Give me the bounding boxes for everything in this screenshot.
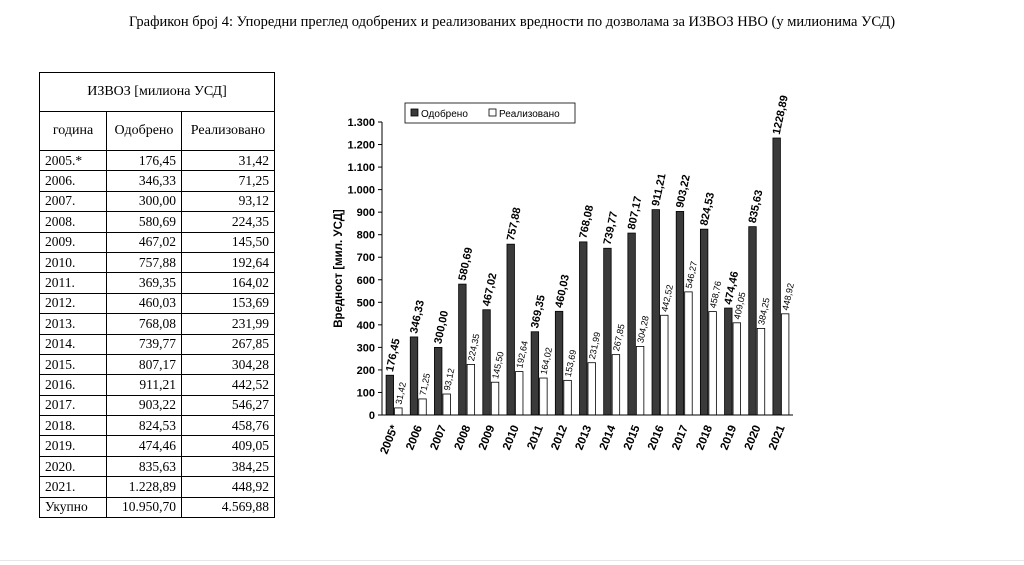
bar-realized bbox=[564, 380, 572, 415]
table-row bbox=[40, 334, 275, 354]
year-cell: 2011. bbox=[40, 273, 107, 293]
data-label-realized: 145,50 bbox=[490, 350, 506, 380]
header-realized: Реализовано bbox=[182, 112, 275, 151]
bar-approved bbox=[386, 375, 394, 415]
table-row bbox=[40, 171, 275, 191]
table-row bbox=[40, 293, 275, 313]
x-tick-label: 2018 bbox=[694, 423, 716, 452]
page-divider bbox=[0, 560, 1024, 561]
realized-cell: 231,99 bbox=[182, 314, 275, 334]
data-label-approved: 903,22 bbox=[674, 173, 693, 210]
table-row bbox=[40, 456, 275, 476]
approved-cell: 739,77 bbox=[107, 334, 182, 354]
data-label-realized: 224,35 bbox=[466, 332, 482, 362]
year-cell: 2017. bbox=[40, 395, 107, 415]
approved-cell: 807,17 bbox=[107, 354, 182, 374]
realized-cell: 192,64 bbox=[182, 252, 275, 272]
table-row bbox=[40, 252, 275, 272]
y-tick-label: 0 bbox=[368, 410, 375, 422]
bar-realized bbox=[733, 323, 741, 415]
page-title: Графикон број 4: Упоредни преглед одобрених и реализованих вредности по дозволама за ИЗВОЗ НВО (у милионима УСД) bbox=[128, 14, 896, 30]
table-row bbox=[40, 375, 275, 395]
y-tick-label: 700 bbox=[356, 252, 375, 265]
data-label-realized: 93,12 bbox=[441, 367, 457, 392]
year-cell: 2013. bbox=[40, 314, 107, 334]
data-label-realized: 31,42 bbox=[393, 381, 408, 406]
data-label-approved: 346,33 bbox=[408, 299, 427, 335]
data-label-approved: 474,46 bbox=[722, 270, 742, 306]
table-total-row bbox=[40, 497, 275, 517]
year-cell: 2010. bbox=[40, 252, 107, 272]
bar-realized bbox=[612, 355, 620, 415]
bar-approved bbox=[628, 233, 636, 415]
bar-approved bbox=[434, 347, 442, 415]
realized-cell: 304,28 bbox=[182, 354, 275, 374]
x-tick-label: 2006 bbox=[404, 423, 426, 452]
bar-approved bbox=[749, 227, 757, 415]
table-row bbox=[40, 232, 275, 252]
realized-cell: 546,27 bbox=[182, 395, 275, 415]
bar-realized bbox=[515, 372, 523, 415]
data-label-approved: 768,08 bbox=[577, 204, 597, 240]
x-tick-label: 2020 bbox=[742, 423, 764, 452]
data-label-approved: 835,63 bbox=[746, 188, 766, 225]
data-label-realized: 304,28 bbox=[635, 314, 651, 344]
data-label-approved: 739,77 bbox=[601, 210, 621, 246]
bar-approved bbox=[725, 308, 733, 415]
x-tick-label: 2011 bbox=[525, 423, 546, 452]
y-tick-label: 100 bbox=[356, 387, 375, 400]
y-axis-label: Вредност [мил. УСД] bbox=[333, 209, 345, 328]
bar-realized bbox=[781, 314, 789, 415]
year-cell: 2018. bbox=[40, 416, 107, 436]
approved-cell: 474,46 bbox=[107, 436, 182, 456]
y-tick-label: 500 bbox=[356, 297, 375, 310]
bar-realized bbox=[588, 363, 596, 415]
realized-cell: 224,35 bbox=[182, 212, 275, 232]
table-caption: ИЗВОЗ [милиона УСД] bbox=[40, 73, 275, 112]
y-tick-label: 1.300 bbox=[347, 117, 375, 129]
y-tick-label: 1.200 bbox=[347, 139, 375, 152]
y-tick-label: 800 bbox=[356, 229, 375, 242]
bar-realized bbox=[540, 378, 548, 415]
data-label-approved: 176,45 bbox=[384, 337, 403, 373]
table-row bbox=[40, 314, 275, 334]
bar-approved bbox=[507, 244, 515, 415]
year-cell: 2005.* bbox=[40, 151, 107, 171]
data-label-approved: 807,17 bbox=[625, 195, 645, 231]
data-label-realized: 409,05 bbox=[731, 291, 748, 321]
approved-cell: 768,08 bbox=[107, 314, 182, 334]
bar-approved bbox=[580, 242, 588, 415]
data-label-realized: 546,27 bbox=[683, 260, 700, 290]
realized-cell: 145,50 bbox=[182, 232, 275, 252]
y-tick-label: 1.000 bbox=[347, 184, 375, 197]
approved-cell: 757,88 bbox=[107, 252, 182, 272]
table-row bbox=[40, 477, 275, 497]
data-label-approved: 824,53 bbox=[698, 191, 718, 227]
realized-cell: 71,25 bbox=[182, 171, 275, 191]
approved-cell: 176,45 bbox=[107, 151, 182, 171]
table-row bbox=[40, 395, 275, 415]
data-label-realized: 153,69 bbox=[562, 348, 579, 378]
data-label-approved: 460,03 bbox=[553, 273, 573, 309]
realized-cell: 4.569,88 bbox=[182, 497, 275, 517]
bar-approved bbox=[773, 138, 781, 415]
approved-cell: 1.228,89 bbox=[107, 477, 182, 497]
bar-realized bbox=[636, 346, 644, 415]
realized-cell: 153,69 bbox=[182, 293, 275, 313]
x-tick-label: 2015 bbox=[621, 423, 643, 452]
x-tick-label: 2014 bbox=[597, 423, 619, 452]
x-tick-label: 2019 bbox=[718, 423, 740, 452]
x-tick-label: 2010 bbox=[501, 423, 522, 452]
approved-cell: 10.950,70 bbox=[107, 497, 182, 517]
x-tick-label: 2007 bbox=[428, 423, 450, 452]
realized-cell: 31,42 bbox=[182, 151, 275, 171]
data-label-realized: 458,76 bbox=[707, 280, 724, 310]
realized-cell: 267,85 bbox=[182, 334, 275, 354]
realized-cell: 448,92 bbox=[182, 477, 275, 497]
table-row bbox=[40, 273, 275, 293]
realized-cell: 409,05 bbox=[182, 436, 275, 456]
table-row bbox=[40, 436, 275, 456]
bar-approved bbox=[531, 332, 539, 415]
approved-cell: 911,21 bbox=[107, 375, 182, 395]
realized-cell: 458,76 bbox=[182, 416, 275, 436]
approved-cell: 460,03 bbox=[107, 293, 182, 313]
approved-cell: 467,02 bbox=[107, 232, 182, 252]
x-tick-label: 2005* bbox=[378, 423, 401, 456]
legend-swatch-approved bbox=[411, 109, 418, 116]
y-tick-label: 300 bbox=[356, 342, 375, 355]
table-row bbox=[40, 354, 275, 374]
data-label-approved: 580,69 bbox=[456, 246, 476, 282]
data-label-realized: 267,85 bbox=[611, 323, 627, 353]
year-cell: 2016. bbox=[40, 375, 107, 395]
year-cell: 2012. bbox=[40, 293, 107, 313]
data-label-approved: 300,00 bbox=[432, 309, 452, 346]
data-label-approved: 911,21 bbox=[649, 172, 669, 208]
x-tick-label: 2016 bbox=[646, 423, 667, 452]
data-label-realized: 192,64 bbox=[514, 339, 530, 369]
bar-realized bbox=[709, 312, 717, 415]
data-label-realized: 231,99 bbox=[586, 331, 603, 361]
bar-realized bbox=[757, 328, 765, 415]
year-cell: 2008. bbox=[40, 212, 107, 232]
bar-realized bbox=[491, 382, 499, 415]
data-label-realized: 442,52 bbox=[659, 283, 675, 313]
approved-cell: 300,00 bbox=[107, 191, 182, 211]
year-cell: 2019. bbox=[40, 436, 107, 456]
legend-swatch-realized bbox=[489, 109, 496, 116]
approved-cell: 346,33 bbox=[107, 171, 182, 191]
year-cell: 2014. bbox=[40, 334, 107, 354]
approved-cell: 580,69 bbox=[107, 212, 182, 232]
bar-realized bbox=[467, 364, 475, 415]
table-row bbox=[40, 191, 275, 211]
header-approved: Одобрено bbox=[107, 112, 182, 151]
bar-approved bbox=[700, 229, 708, 415]
bar-realized bbox=[395, 408, 403, 415]
year-cell: 2020. bbox=[40, 456, 107, 476]
year-cell: 2007. bbox=[40, 191, 107, 211]
bar-approved bbox=[410, 337, 418, 415]
y-tick-label: 1.100 bbox=[347, 162, 375, 175]
table-row bbox=[40, 416, 275, 436]
y-tick-label: 400 bbox=[356, 319, 375, 332]
table-row bbox=[40, 151, 275, 171]
x-tick-label: 2012 bbox=[549, 423, 571, 452]
y-tick-label: 200 bbox=[356, 364, 375, 377]
x-tick-label: 2021 bbox=[766, 423, 788, 452]
y-tick-label: 600 bbox=[356, 274, 375, 287]
approved-cell: 903,22 bbox=[107, 395, 182, 415]
bar-approved bbox=[676, 211, 684, 415]
y-tick-label: 900 bbox=[356, 207, 375, 220]
realized-cell: 384,25 bbox=[182, 456, 275, 476]
year-cell: 2006. bbox=[40, 171, 107, 191]
x-tick-label: 2013 bbox=[573, 423, 595, 452]
data-label-realized: 164,02 bbox=[538, 346, 555, 376]
table-row bbox=[40, 212, 275, 232]
x-tick-label: 2008 bbox=[452, 423, 474, 452]
approved-cell: 824,53 bbox=[107, 416, 182, 436]
bar-realized bbox=[443, 394, 451, 415]
x-tick-label: 2017 bbox=[670, 423, 691, 452]
data-label-approved: 467,02 bbox=[480, 271, 500, 308]
year-cell: 2021. bbox=[40, 477, 107, 497]
realized-cell: 164,02 bbox=[182, 273, 275, 293]
data-label-realized: 384,25 bbox=[756, 296, 772, 326]
data-label-approved: 1228,89 bbox=[770, 94, 791, 136]
data-label-realized: 71,25 bbox=[417, 372, 433, 397]
data-label-realized: 448,92 bbox=[780, 282, 796, 312]
legend-label-approved: Одобрено bbox=[421, 109, 468, 120]
bar-approved bbox=[604, 248, 612, 415]
bar-realized bbox=[685, 292, 693, 415]
bar-chart bbox=[320, 90, 800, 480]
year-cell: 2009. bbox=[40, 232, 107, 252]
data-label-approved: 757,88 bbox=[504, 206, 524, 242]
realized-cell: 93,12 bbox=[182, 191, 275, 211]
bar-approved bbox=[555, 311, 563, 415]
year-cell: 2015. bbox=[40, 354, 107, 374]
x-tick-label: 2009 bbox=[476, 423, 498, 452]
data-label-approved: 369,35 bbox=[529, 293, 548, 330]
realized-cell: 442,52 bbox=[182, 375, 275, 395]
data-table bbox=[39, 72, 275, 518]
year-cell: Укупно bbox=[40, 497, 107, 517]
approved-cell: 369,35 bbox=[107, 273, 182, 293]
bar-realized bbox=[419, 399, 427, 415]
bar-approved bbox=[483, 310, 491, 415]
header-year: година bbox=[40, 112, 107, 151]
approved-cell: 835,63 bbox=[107, 456, 182, 476]
bar-approved bbox=[459, 284, 467, 415]
bar-realized bbox=[661, 315, 669, 415]
bar-approved bbox=[652, 210, 660, 415]
legend-label-realized: Реализовано bbox=[499, 109, 560, 120]
